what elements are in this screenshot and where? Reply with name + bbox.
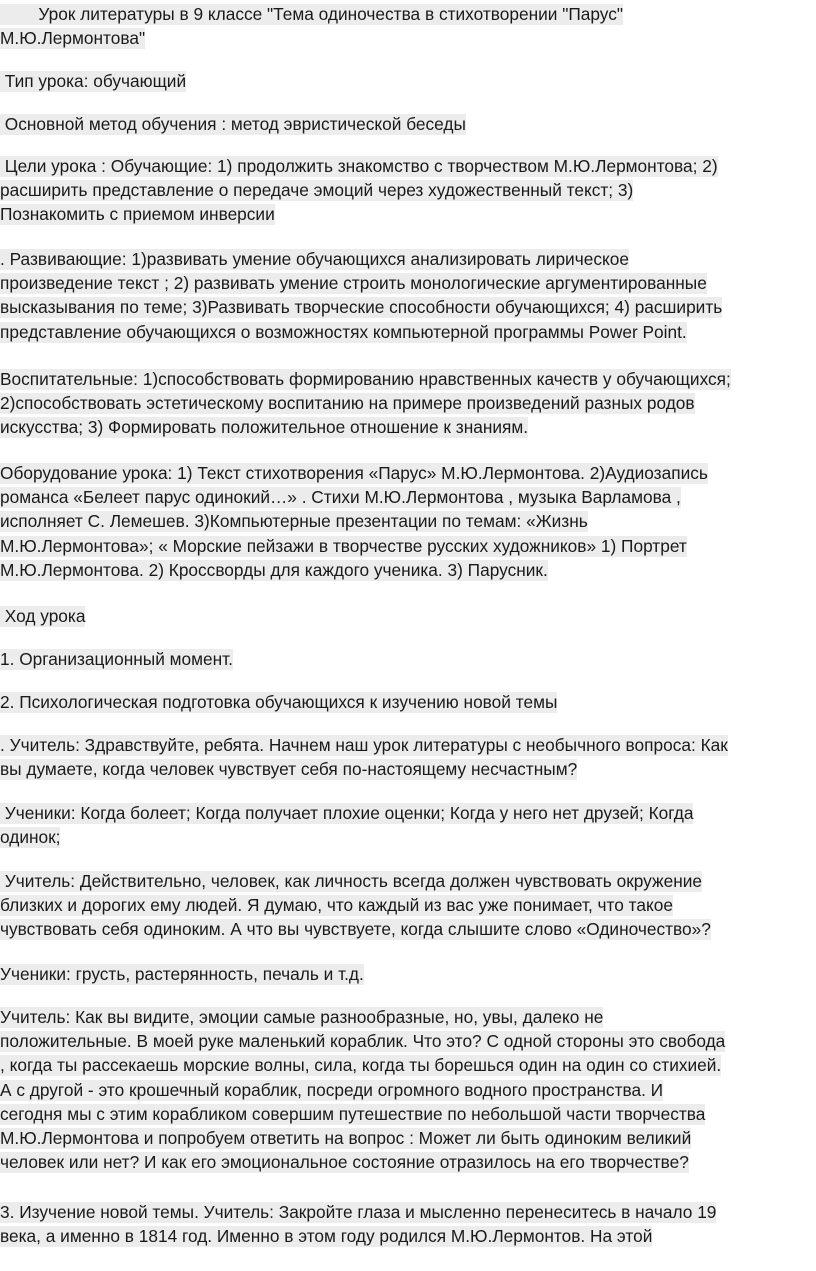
step-organizational: 1. Организационный момент. [0, 649, 233, 669]
lesson-equipment: Оборудование урока: 1) Текст стихотворения «Парус» М.Ю.Лермонтова. 2)Аудиозапись романса «Белеет парус одинокий…» . Стихи М.Ю.Лермонтова , музыка Варламова , исполняет С. Лемешев. 3)Компьютерные презентации по темам: «Жизнь М.Ю.Лермонтова»; « Морские пейзажи в творчестве русских художников» 1) Портрет М.Ю.Лермонтова. 2) Кроссворды для каждого ученика. 3) Парусник. [0, 463, 708, 580]
step-new-topic: 3. Изучение новой темы. Учитель: Закройте глаза и мысленно перенеситесь в начало 19 века, а именно в 1814 год. Именно в этом году родился М.Ю.Лермонтов. На этой [0, 1202, 717, 1247]
teaching-method: Основной метод обучения : метод эвристической беседы [0, 114, 466, 134]
teacher-reply-1: Учитель: Действительно, человек, как личность всегда должен чувствовать окружение близких и дорогих ему людей. Я думаю, что каждый из вас уже понимает, что такое чувствовать себя одиноким. А что вы чувствуете, когда слышите слово «Одиночество»? [0, 871, 711, 940]
students-answer-2: Ученики: грусть, растерянность, печаль и т.д. [0, 964, 364, 984]
teacher-greeting: . Учитель: Здравствуйте, ребята. Начнем наш урок литературы с необычного вопроса: Как вы думаете, когда человек чувствует себя по-настоящему несчастным? [0, 735, 728, 780]
lesson-title: Урок литературы в 9 классе "Тема одиночества в стихотворении "Парус" М.Ю.Лермонтова" [0, 4, 624, 49]
developing-goals: . Развивающие: 1)развивать умение обучающихся анализировать лирическое произведение текст ; 2) развивать умение строить монологические аргументированные высказывания по теме; 3)Развивать творческие способности обучающихся; 4) расширить представление обучающихся о возможностях компьютерной программы Power Point. [0, 249, 723, 342]
course-heading: Ход урока [0, 606, 86, 626]
lesson-goals: Цели урока : Обучающие: 1) продолжить знакомство с творчеством М.Ю.Лермонтова; 2) расширить представление о передаче эмоций через художественный текст; 3) Познакомить с приемом инверсии [0, 156, 718, 225]
students-answer-1: Ученики: Когда болеет; Когда получает плохие оценки; Когда у него нет друзей; Когда одинок; [0, 803, 694, 848]
teacher-reply-2: Учитель: Как вы видите, эмоции самые разнообразные, но, увы, далеко не положительные. В моей руке маленький кораблик. Что это? С одной стороны это свобода , когда ты рассекаешь морские волны, сила, когда ты борешься один на один со стихией. А с другой - это крошечный кораблик, посреди огромного водного пространства. И сегодня мы с этим корабликом совершим путешествие по небольшой части творчества М.Ю.Лермонтова и попробуем ответить на вопрос : Может ли быть одиноким великий человек или нет? И как его эмоциональное состояние отразилось на его творчестве? [0, 1007, 726, 1173]
step-psychological: 2. Психологическая подготовка обучающихся к изучению новой темы [0, 692, 558, 712]
educational-goals: Воспитательные: 1)способствовать формированию нравственных качеств у обучающихся; 2)способствовать эстетическому воспитанию на примере произведений разных родов искусства; 3) Формировать положительное отношение к знаниям. [0, 369, 731, 438]
lesson-type: Тип урока: обучающий [0, 71, 187, 91]
